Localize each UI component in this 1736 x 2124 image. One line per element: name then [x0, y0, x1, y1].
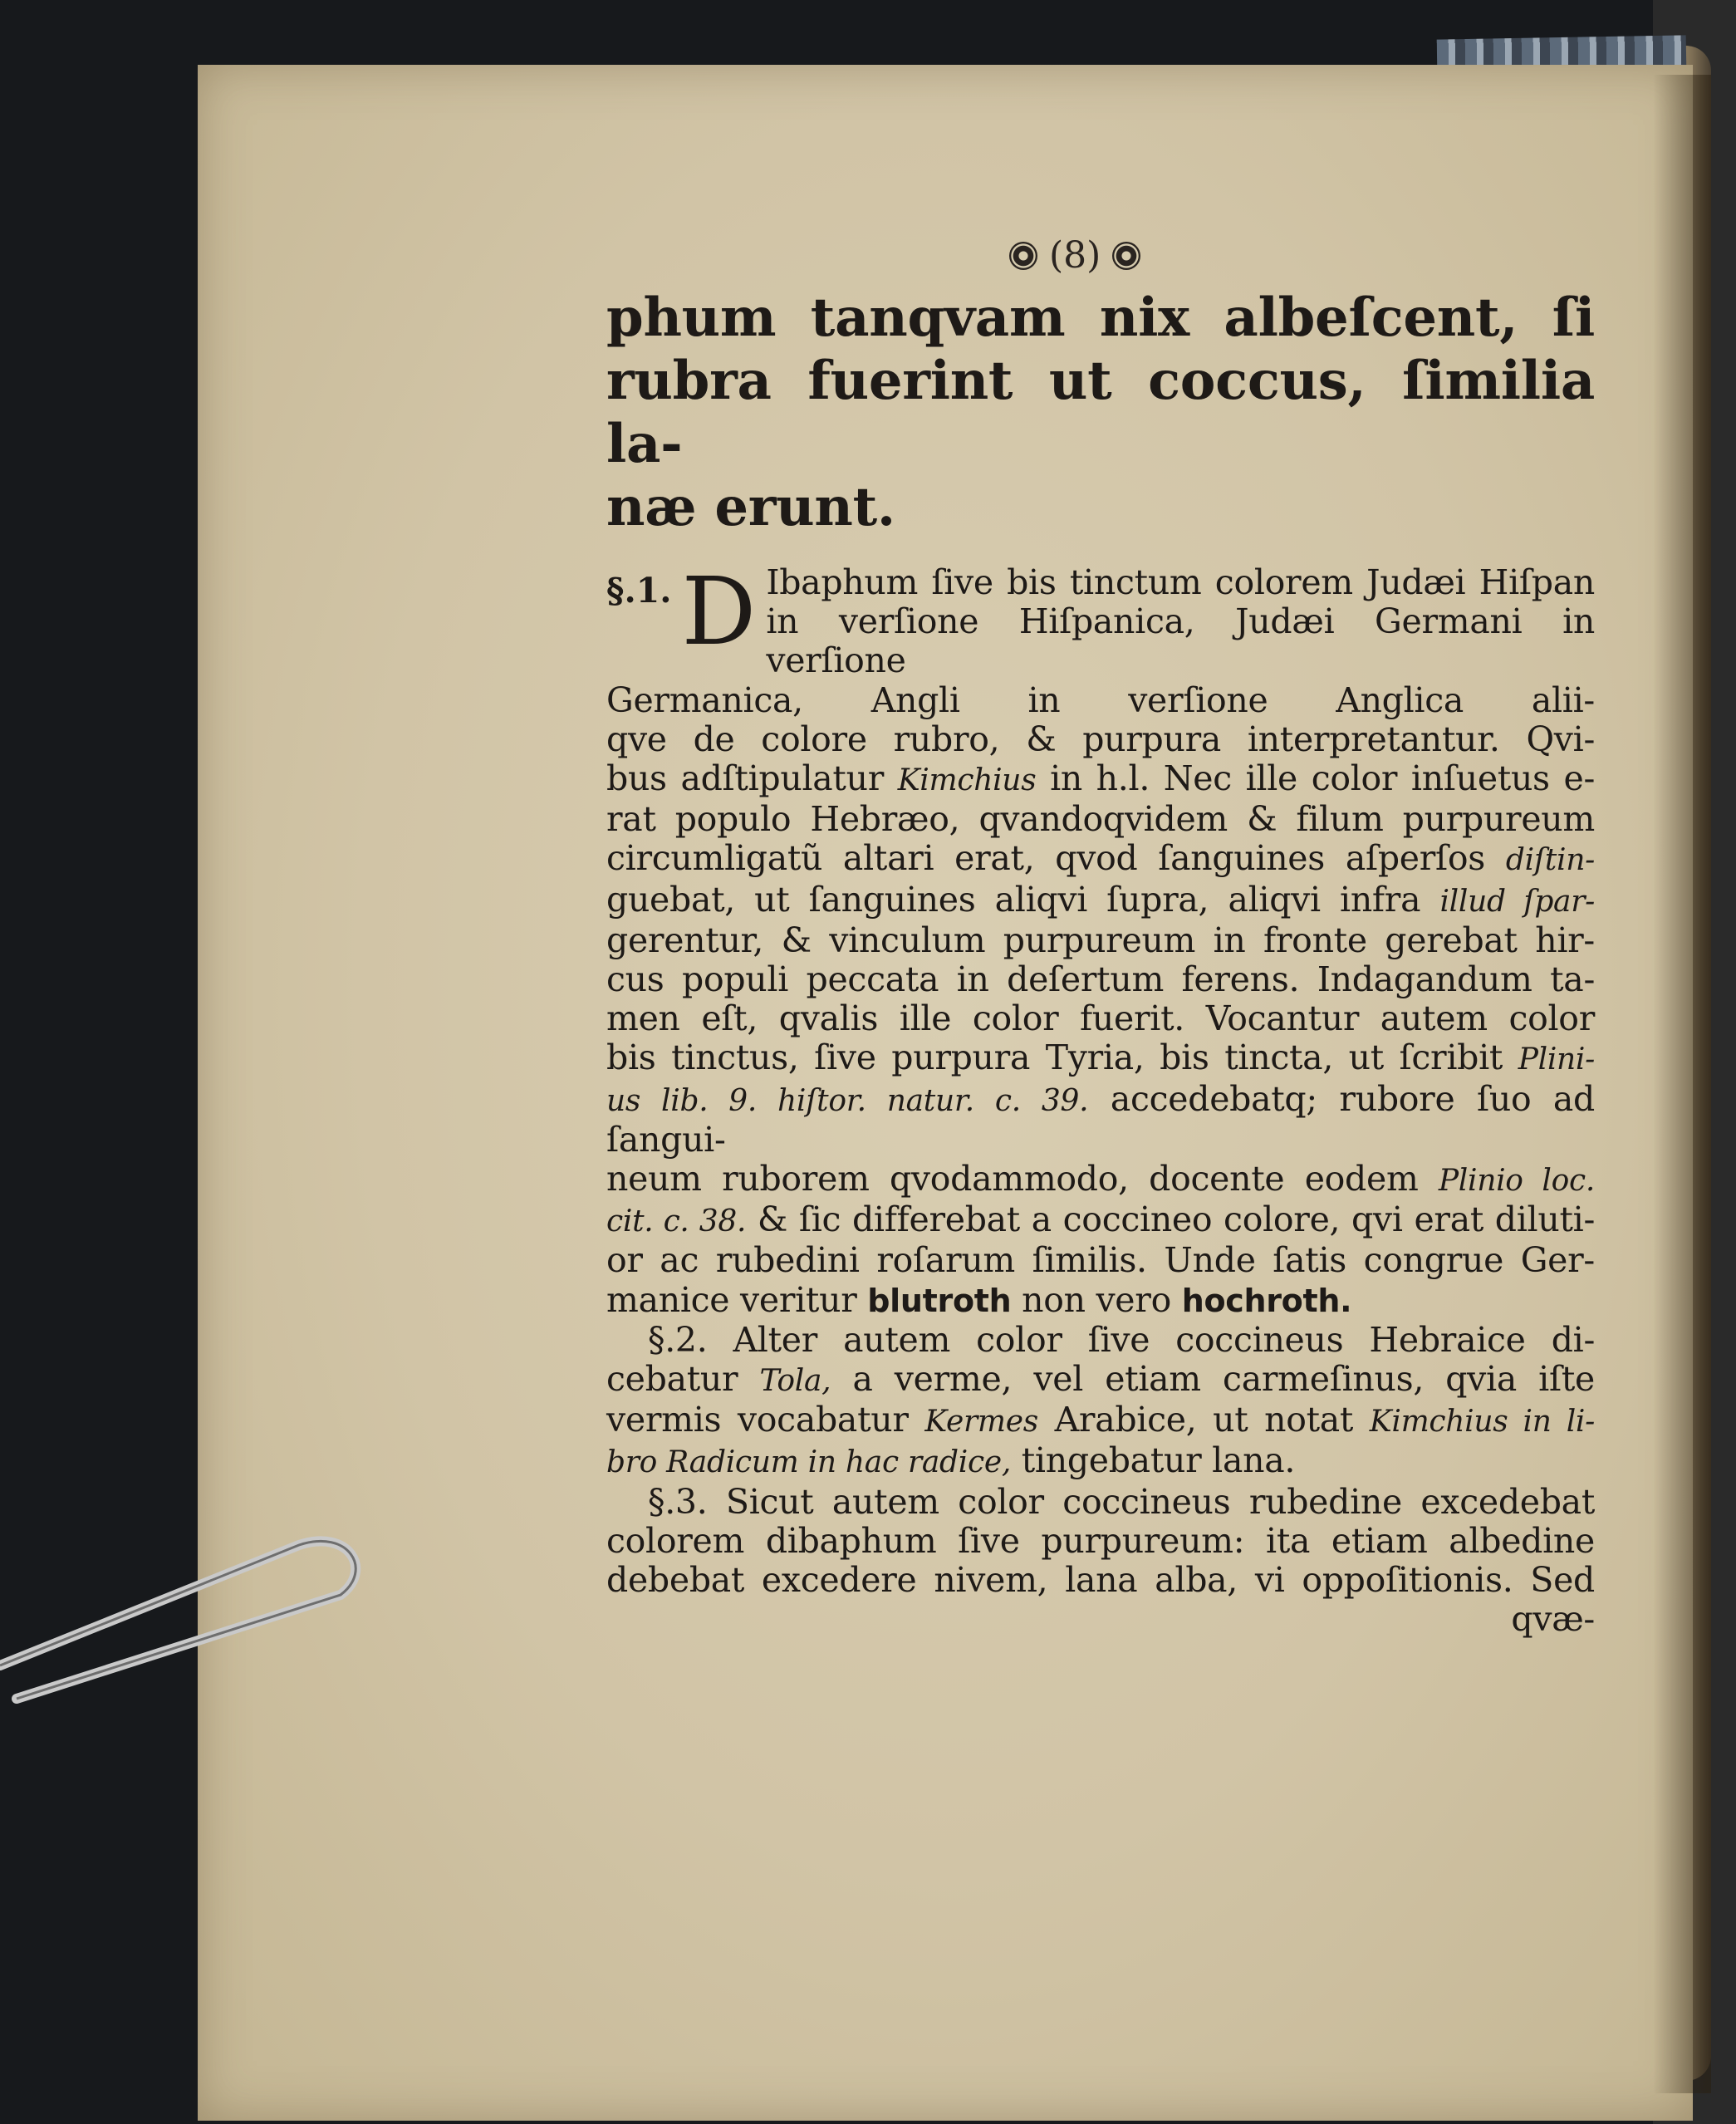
paper-clip-wire	[0, 1541, 356, 1699]
text-line	[606, 1038, 1595, 1079]
text-line	[606, 1281, 1595, 1321]
citation: us lib. 9. hiſtor. natur. c. 39.	[606, 1083, 1089, 1118]
text-line: gerentur, & vinculum purpureum in fronte gerebat hir-	[606, 920, 1595, 960]
heading-line: phum tanqvam nix albeſcent, ſi	[606, 287, 1595, 349]
flower-ornament-icon	[1009, 242, 1037, 270]
text-fragment: a verme, vel etiam carmeſinus, qvia iſte	[852, 1359, 1596, 1400]
catchword: qvæ-	[1511, 1599, 1595, 1640]
text-line: men eſt, qvalis ille color fuerit. Vocantur autem color	[606, 998, 1595, 1039]
text-line	[606, 881, 1595, 921]
text-line	[606, 1360, 1595, 1400]
german-word: hochroth.	[1181, 1282, 1352, 1319]
text-fragment: neum ruborem qvodammodo, docente eodem	[606, 1159, 1419, 1199]
text-line	[606, 1400, 1595, 1441]
text-line: rat populo Hebræo, qvandoqvidem & filum purpureum	[606, 799, 1595, 840]
text-fragment: bus adſtipulatur	[606, 758, 885, 799]
italic-fragment: illud ſpar-	[1439, 884, 1595, 919]
text-line: Ibaphum ſive bis tinctum colorem Judæi Hiſpan	[766, 562, 1595, 602]
text-fragment: bis tinctus, ſive purpura Tyria, bis tincta, ut ſcribit	[606, 1037, 1503, 1078]
paragraph-1	[606, 558, 1596, 1321]
text-line: colorem dibaphum ſive purpureum: ita etiam albedine	[606, 1520, 1595, 1561]
citation: cit. c. 38.	[606, 1204, 747, 1239]
text-fragment: guebat, ut ſanguines aliqvi ſupra, aliqvi infra	[606, 879, 1421, 920]
text-line: qve de colore rubro, & purpura interpretantur. Qvi-	[606, 719, 1595, 759]
text-line: Germanica, Angli in verſione Anglica alii-	[606, 679, 1595, 720]
text-line	[606, 759, 1595, 800]
text-fragment: cebatur	[606, 1359, 738, 1400]
paragraph-3	[606, 1483, 1595, 1640]
paragraph-2	[606, 1321, 1595, 1483]
heading-text	[606, 287, 1595, 539]
page-number: (8)	[1049, 234, 1101, 277]
text-fragment: tingebatur lana.	[1021, 1440, 1296, 1481]
text-fragment: Arabice, ut notat	[1054, 1400, 1354, 1440]
text-line: debebat excedere nivem, lana alba, vi oppoſitionis. Sed	[606, 1560, 1595, 1601]
section-mark: §.2.	[648, 1319, 708, 1360]
text-fragment: & ſic differebat a coccineo colore, qvi erat diluti-	[757, 1199, 1596, 1240]
heading-line: næ erunt.	[606, 476, 895, 538]
text-fragment: vermis vocabatur	[606, 1400, 909, 1440]
text-fragment: Alter autem color ſive coccineus Hebraice di-	[733, 1319, 1596, 1360]
text-line	[606, 839, 1595, 880]
section-mark: §.1.	[606, 571, 672, 611]
text-fragment: in h.l. Nec ille color inſuetus e-	[1050, 758, 1595, 799]
text-fragment: circumligatũ altari erat, qvod ſanguines aſperſos	[606, 838, 1486, 879]
citation: Kimchius in li-	[1369, 1405, 1596, 1440]
citation: Plini-	[1518, 1042, 1596, 1077]
text-line	[606, 1483, 1595, 1522]
italic-fragment: diſtin-	[1505, 843, 1596, 878]
author-name: Kimchius	[897, 763, 1037, 798]
text-line	[606, 1441, 1595, 1482]
text-fragment: accedebatq; rubore ſuo ad ſangui-	[606, 1078, 1595, 1160]
citation: bro Radicum in hac radice,	[606, 1445, 1011, 1480]
body-text	[606, 558, 1596, 1640]
section-mark: §.3.	[648, 1481, 708, 1522]
text-line	[606, 1080, 1595, 1160]
text-line: cus populi peccata in deſertum ferens. Indagandum ta-	[606, 959, 1595, 1000]
heading-line: rubra fuerint ut coccus, ſimilia la-	[606, 350, 1595, 475]
german-word: blutroth	[867, 1282, 1012, 1319]
hebrew-term: Tola,	[759, 1364, 831, 1399]
flower-ornament-icon	[1112, 242, 1140, 270]
text-line	[606, 1160, 1595, 1200]
text-fragment: manice veritur	[606, 1279, 857, 1320]
text-line	[606, 1200, 1595, 1241]
citation: Plinio loc.	[1438, 1164, 1596, 1199]
text-fragment: Sicut autem color coccineus rubedine excedebat	[725, 1481, 1595, 1522]
paper-clip-shade	[0, 1541, 356, 1699]
page-header	[1009, 234, 1140, 277]
drop-cap: D	[681, 558, 757, 666]
text-line	[606, 1321, 1595, 1360]
gutter-shadow	[1653, 75, 1711, 2093]
text-fragment: non vero	[1022, 1279, 1171, 1320]
paper-clip	[0, 1520, 382, 1711]
text-line: or ac rubedini roſarum ſimilis. Unde ſatis congrue Ger-	[606, 1240, 1595, 1281]
text-line: in verſione Hiſpanica, Judæi Germani in verſione	[766, 601, 1595, 681]
arabic-term: Kermes	[924, 1405, 1038, 1440]
